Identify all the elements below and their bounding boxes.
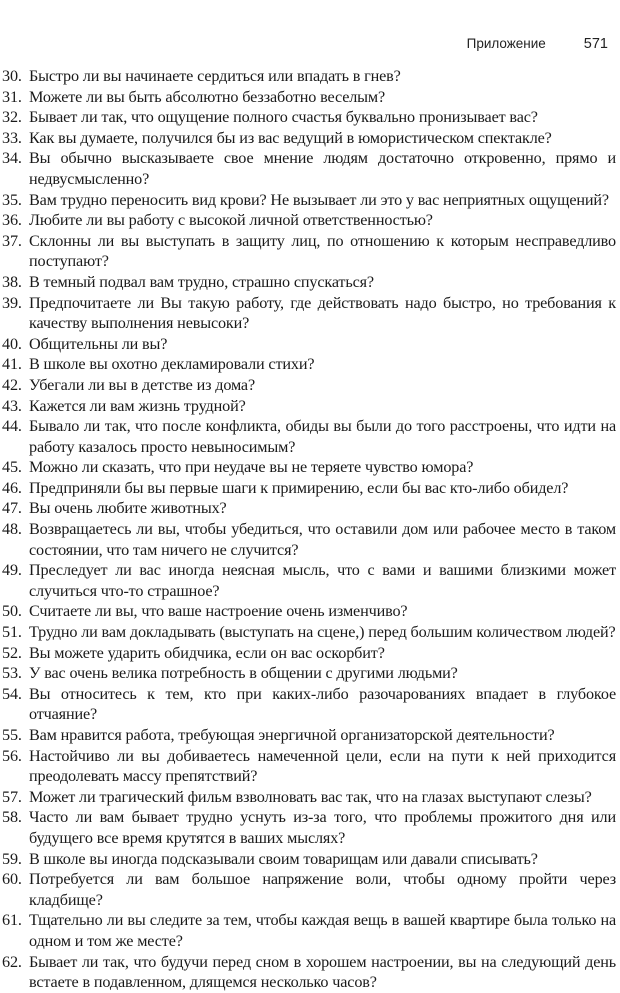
question-text: Преследует ли вас иногда неясная мысль, что с вами и вашими близкими может случиться что-то страшное? — [29, 561, 616, 600]
question-text: Любите ли вы работу с высокой личной ответственностью? — [29, 211, 433, 230]
question-item — [2, 128, 616, 149]
question-text: Часто ли вам бывает трудно уснуть из-за того, что проблемы прожитого дня или будущего все время крутятся в ваших мыслях? — [29, 808, 616, 847]
question-text: Вы обычно высказываете свое мнение людям достаточно откровенно, прямо и недвусмысленно? — [29, 149, 616, 188]
question-item — [2, 375, 616, 396]
question-number: 42. — [2, 375, 22, 394]
question-item — [2, 210, 616, 231]
question-text: В школе вы охотно декламировали стихи? — [29, 355, 315, 374]
question-number: 49. — [2, 561, 22, 580]
question-item — [2, 560, 616, 601]
question-number: 44. — [2, 417, 22, 436]
question-item — [2, 746, 616, 787]
question-number: 46. — [2, 478, 22, 497]
question-number: 36. — [2, 211, 22, 230]
question-text: Вам нравится работа, требующая энергичной организаторской деятельности? — [29, 726, 555, 744]
question-text: Трудно ли вам докладывать (выступать на сцене,) перед большим количеством людей? — [29, 623, 616, 642]
section-title: Приложение — [466, 36, 546, 51]
question-text: Общительны ли вы? — [29, 334, 168, 353]
question-text: В школе вы иногда подсказывали своим товарищам или давали списывать? — [29, 849, 538, 868]
question-number: 51. — [2, 623, 22, 642]
question-text: Склонны ли вы выступать в защиту лиц, по отношению к которым несправедливо поступают? — [29, 231, 616, 271]
question-text: Бывает ли так, что будучи перед сном в хорошем настроении, вы на следующий день встаете в подавленном, длящемся несколько часов? — [29, 952, 616, 992]
question-number: 37. — [2, 231, 22, 250]
question-item — [2, 293, 616, 334]
question-item — [2, 231, 616, 272]
question-item — [2, 952, 616, 993]
question-item — [2, 272, 616, 293]
question-number: 57. — [2, 787, 22, 806]
question-text: Возвращаетесь ли вы, чтобы убедиться, что оставили дом или рабочее место в таком состоянии, что там ничего не случится? — [29, 520, 616, 559]
question-text: Как вы думаете, получился бы из вас ведущий в юмористическом спектакле? — [29, 128, 552, 147]
question-text: Быстро ли вы начинаете сердиться или впадать в гнев? — [29, 67, 401, 85]
question-number: 47. — [2, 499, 22, 518]
question-number: 50. — [2, 602, 22, 621]
question-text: Можно ли сказать, что при неудаче вы не теряете чувство юмора? — [29, 458, 474, 477]
question-number: 61. — [2, 911, 22, 930]
question-number: 30. — [2, 67, 22, 85]
question-number: 55. — [2, 726, 22, 744]
question-item — [2, 663, 616, 684]
question-text: Бывало ли так, что после конфликта, обиды вы были до того расстроены, что идти на работу казалось просто невыносимым? — [29, 417, 616, 456]
question-text: Считаете ли вы, что ваше настроение очень изменчиво? — [29, 602, 408, 621]
question-text: Вам трудно переносить вид крови? Не вызывает ли это у вас неприятных ощущений? — [29, 190, 609, 209]
question-item — [2, 643, 616, 664]
question-item — [2, 910, 616, 951]
question-item — [2, 478, 616, 499]
question-number: 60. — [2, 870, 22, 889]
question-text: В темный подвал вам трудно, страшно спускаться? — [29, 272, 374, 291]
question-number: 48. — [2, 520, 22, 539]
question-text: Предпочитаете ли Вы такую работу, где действовать надо быстро, но требования к качеству выполнения невысоки? — [29, 293, 616, 333]
question-text: Бывает ли так, что ощущение полного счастья буквально пронизывает вас? — [29, 108, 538, 127]
question-text: Вы можете ударить обидчика, если он вас оскорбит? — [29, 643, 385, 662]
question-number: 39. — [2, 293, 22, 312]
question-text: Потребуется ли вам большое напряжение воли, чтобы одному пройти через кладбище? — [29, 870, 616, 909]
question-text: Вы очень любите животных? — [29, 499, 227, 518]
question-item — [2, 849, 616, 870]
question-text: Может ли трагический фильм взволновать вас так, что на глазах выступают слезы? — [29, 787, 592, 806]
question-list — [2, 66, 616, 993]
question-number: 54. — [2, 684, 22, 703]
question-number: 31. — [2, 87, 22, 106]
question-text: Вы относитесь к тем, кто при каких-либо разочарованиях впадает в глубокое отчаяние? — [29, 684, 616, 724]
question-item — [2, 416, 616, 457]
question-item — [2, 498, 616, 519]
question-number: 38. — [2, 272, 22, 291]
question-item — [2, 148, 616, 189]
question-item — [2, 519, 616, 560]
question-text: Можете ли вы быть абсолютно беззаботно веселым? — [29, 87, 386, 106]
question-number: 45. — [2, 458, 22, 477]
question-item — [2, 190, 616, 211]
question-item — [2, 622, 616, 643]
question-item — [2, 87, 616, 108]
question-number: 43. — [2, 396, 22, 415]
question-number: 59. — [2, 849, 22, 868]
question-item — [2, 107, 616, 128]
question-item — [2, 601, 616, 622]
page-number: 571 — [583, 36, 608, 52]
running-head — [467, 36, 608, 52]
question-text: Предприняли бы вы первые шаги к примирению, если бы вас кто-либо обидел? — [29, 478, 569, 497]
question-item — [2, 869, 616, 910]
question-number: 58. — [2, 808, 22, 827]
question-item — [2, 684, 616, 725]
question-number: 33. — [2, 128, 22, 147]
question-text: Убегали ли вы в детстве из дома? — [29, 375, 256, 394]
question-item — [2, 354, 616, 375]
question-number: 53. — [2, 664, 22, 683]
question-item — [2, 334, 616, 355]
question-number: 40. — [2, 334, 22, 353]
question-text: Настойчиво ли вы добиваетесь намеченной цели, если на пути к ней приходится преодолевать массу препятствий? — [29, 746, 616, 786]
question-number: 41. — [2, 355, 22, 374]
question-item — [2, 807, 616, 848]
question-number: 35. — [2, 190, 22, 209]
question-text: У вас очень велика потребность в общении с другими людьми? — [29, 664, 458, 683]
question-number: 56. — [2, 746, 22, 765]
question-item — [2, 787, 616, 808]
question-number: 52. — [2, 643, 22, 662]
question-item — [2, 725, 616, 746]
question-number: 62. — [2, 952, 22, 971]
question-item — [2, 396, 616, 417]
question-text: Тщательно ли вы следите за тем, чтобы каждая вещь в вашей квартире была только на одном и том же месте? — [29, 911, 616, 950]
question-text: Кажется ли вам жизнь трудной? — [29, 396, 246, 415]
question-number: 34. — [2, 149, 22, 168]
question-number: 32. — [2, 108, 22, 127]
question-item — [2, 66, 616, 87]
question-item — [2, 457, 616, 478]
